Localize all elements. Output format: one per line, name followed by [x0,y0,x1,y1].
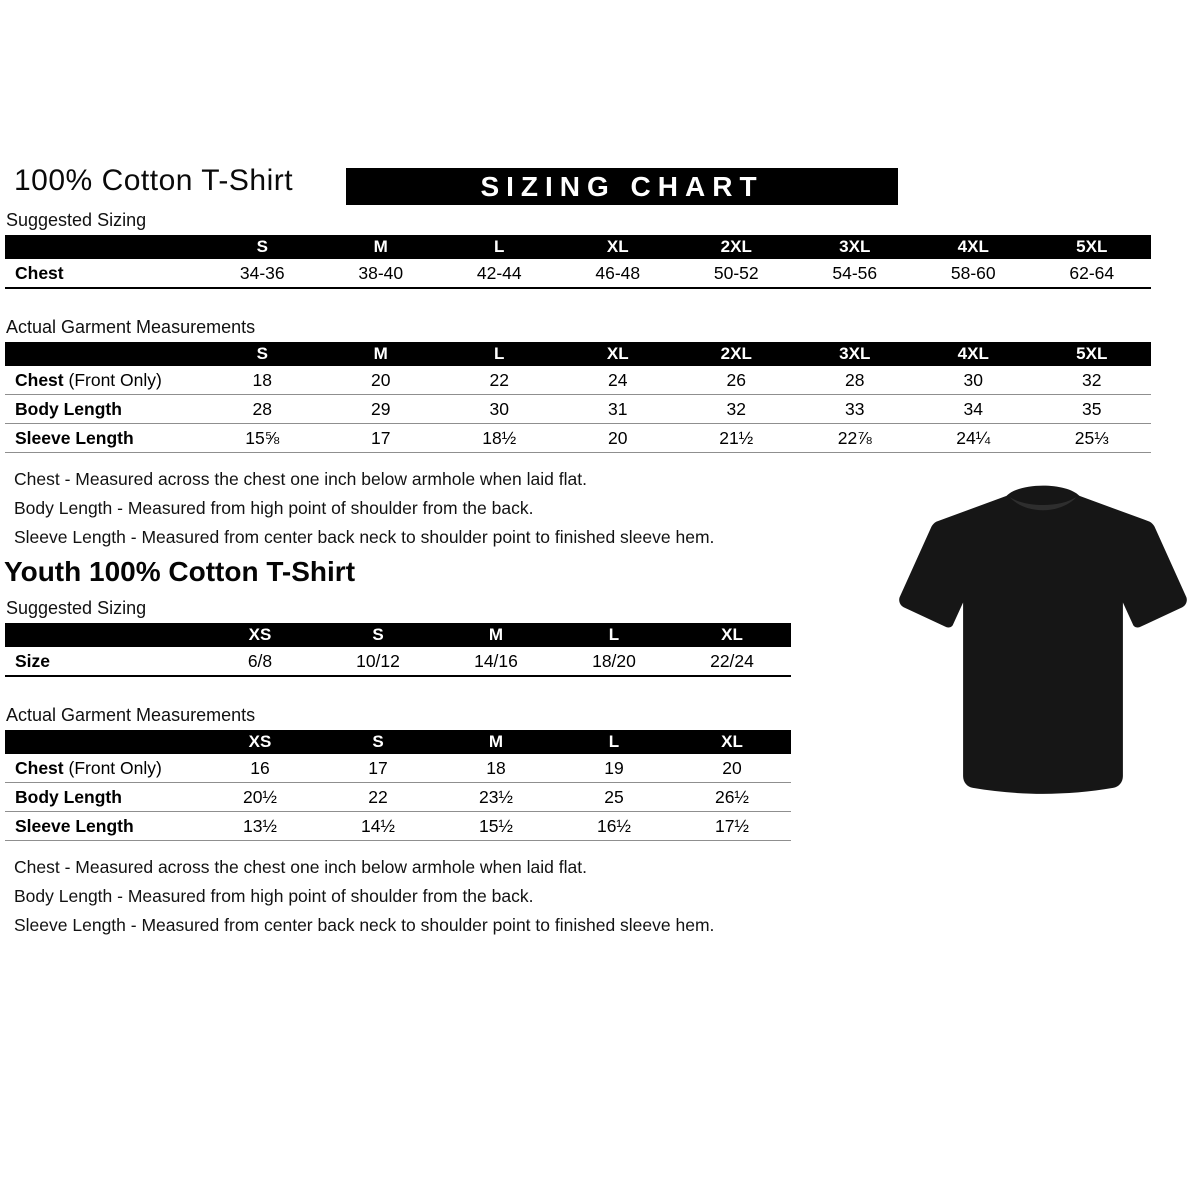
size-column-header: M [437,623,555,647]
measurement-value-cell: 38-40 [322,259,441,288]
row-label-text: Chest [15,262,64,283]
size-column-header: 3XL [796,235,915,259]
measurement-value-cell: 17 [319,754,437,783]
measurement-value-cell: 46-48 [559,259,678,288]
size-column-header: 5XL [1033,235,1152,259]
measurement-value-cell: 54-56 [796,259,915,288]
youth-suggested-sizing-table [5,623,791,677]
measurement-value-cell: 20½ [201,783,319,812]
measurement-value-cell: 20 [673,754,791,783]
table-head [5,623,791,647]
measurement-value-cell: 17½ [673,812,791,841]
row-label-text: Sleeve Length [15,815,134,836]
size-column-header: XS [201,623,319,647]
table-head [5,730,791,754]
size-column-header: XL [559,235,678,259]
measurement-value-cell: 42-44 [440,259,559,288]
measurement-row [5,783,791,812]
row-label-text: Sleeve Length [15,427,134,448]
table-body [5,754,791,841]
size-column-header: L [555,730,673,754]
row-label-text: Size [15,650,51,671]
header-spacer-cell [5,623,201,647]
measurement-row [5,395,1151,424]
measurement-value-cell: 18/20 [555,647,673,676]
youth-suggested-sizing-label: Suggested Sizing [6,598,147,618]
table-body [5,647,791,676]
measurement-value-cell: 17 [322,424,441,453]
measurement-value-cell: 31 [559,395,678,424]
measurement-value-cell: 15⅝ [203,424,322,453]
size-column-header: M [437,730,555,754]
tshirt-silhouette-icon [897,468,1189,806]
measurement-value-cell: 16½ [555,812,673,841]
measurement-row [5,754,791,783]
measurement-value-cell: 34 [914,395,1033,424]
youth-garment-measurements-table [5,730,791,841]
measurement-value-cell: 26 [677,366,796,395]
table-body [5,259,1151,288]
table-header-row [5,342,1151,366]
youth-actual-garment-label: Actual Garment Measurements [6,705,256,725]
measurement-value-cell: 30 [914,366,1033,395]
measurement-value-cell: 14½ [319,812,437,841]
measurement-value-cell: 20 [322,366,441,395]
row-label-cell [5,647,201,676]
measurement-value-cell: 25 [555,783,673,812]
size-column-header: 4XL [914,342,1033,366]
size-column-header: XS [201,730,319,754]
measurement-value-cell: 32 [1033,366,1152,395]
measurement-value-cell: 24¼ [914,424,1033,453]
note-line: Sleeve Length - Measured from center back neck to shoulder point to finished sleeve hem. [14,527,715,547]
size-column-header: XL [559,342,678,366]
size-column-header: 2XL [677,235,796,259]
measurement-value-cell: 18½ [440,424,559,453]
measurement-value-cell: 15½ [437,812,555,841]
table-header-row [5,235,1151,259]
header-spacer-cell [5,342,203,366]
size-column-header: L [440,342,559,366]
size-column-header: 2XL [677,342,796,366]
measurement-row [5,259,1151,288]
row-label-cell [5,424,203,453]
measurement-value-cell: 23½ [437,783,555,812]
size-column-header: XL [673,623,791,647]
size-column-header: 4XL [914,235,1033,259]
table-head [5,235,1151,259]
youth-product-title: Youth 100% Cotton T-Shirt [4,556,356,587]
black-tshirt-image [897,468,1189,806]
header-spacer-cell [5,730,201,754]
row-label-cell [5,783,201,812]
measurement-value-cell: 13½ [201,812,319,841]
measurement-value-cell: 29 [322,395,441,424]
adult-actual-garment-label: Actual Garment Measurements [6,317,256,337]
size-column-header: M [322,342,441,366]
table-body [5,366,1151,453]
adult-garment-measurements-table [5,342,1151,453]
measurement-value-cell: 26½ [673,783,791,812]
row-label-cell [5,812,201,841]
adult-suggested-sizing-table [5,235,1151,289]
measurement-value-cell: 14/16 [437,647,555,676]
measurement-value-cell: 22/24 [673,647,791,676]
row-label-cell [5,366,203,395]
measurement-value-cell: 20 [559,424,678,453]
measurement-value-cell: 21½ [677,424,796,453]
size-column-header: 3XL [796,342,915,366]
measurement-row [5,366,1151,395]
measurement-value-cell: 18 [437,754,555,783]
measurement-value-cell: 58-60 [914,259,1033,288]
size-column-header: S [203,342,322,366]
size-column-header: M [322,235,441,259]
row-label-cell [5,395,203,424]
row-label-text: Body Length [15,398,122,419]
row-label-text: Body Length [15,786,122,807]
measurement-value-cell: 50-52 [677,259,796,288]
sizing-chart-banner [346,168,898,205]
size-column-header: XL [673,730,791,754]
measurement-value-cell: 24 [559,366,678,395]
row-label-cell [5,754,201,783]
measurement-value-cell: 19 [555,754,673,783]
table-header-row [5,623,791,647]
note-line: Sleeve Length - Measured from center back neck to shoulder point to finished sleeve hem. [14,915,715,935]
size-column-header: S [203,235,322,259]
note-line: Body Length - Measured from high point of shoulder from the back. [14,498,534,518]
row-label-cell [5,259,203,288]
adult-suggested-sizing-label: Suggested Sizing [6,210,147,230]
measurement-value-cell: 10/12 [319,647,437,676]
adult-product-title: 100% Cotton T-Shirt [14,164,294,197]
measurement-row [5,812,791,841]
note-line: Body Length - Measured from high point of shoulder from the back. [14,886,534,906]
measurement-value-cell: 32 [677,395,796,424]
measurement-value-cell: 33 [796,395,915,424]
size-column-header: L [555,623,673,647]
note-line: Chest - Measured across the chest one inch below armhole when laid flat. [14,469,587,489]
measurement-value-cell: 62-64 [1033,259,1152,288]
sizing-chart-banner-text: SIZING CHART [480,170,764,202]
youth-measurement-notes [14,853,1200,940]
measurement-value-cell: 28 [796,366,915,395]
measurement-value-cell: 35 [1033,395,1152,424]
measurement-value-cell: 22⅞ [796,424,915,453]
measurement-value-cell: 22 [319,783,437,812]
table-header-row [5,730,791,754]
measurement-value-cell: 16 [201,754,319,783]
row-label-text: Chest [15,757,64,778]
size-column-header: 5XL [1033,342,1152,366]
size-column-header: S [319,623,437,647]
measurement-value-cell: 25⅓ [1033,424,1152,453]
measurement-value-cell: 6/8 [201,647,319,676]
size-column-header: L [440,235,559,259]
row-label-text: Chest [15,369,64,390]
note-line: Chest - Measured across the chest one inch below armhole when laid flat. [14,857,587,877]
measurement-row [5,424,1151,453]
measurement-value-cell: 30 [440,395,559,424]
table-head [5,342,1151,366]
size-column-header: S [319,730,437,754]
header-spacer-cell [5,235,203,259]
tshirt-body-shape [899,486,1187,794]
measurement-value-cell: 18 [203,366,322,395]
row-label-suffix: (Front Only) [63,757,162,778]
measurement-row [5,647,791,676]
row-label-suffix: (Front Only) [63,369,162,390]
measurement-value-cell: 34-36 [203,259,322,288]
measurement-value-cell: 28 [203,395,322,424]
measurement-value-cell: 22 [440,366,559,395]
